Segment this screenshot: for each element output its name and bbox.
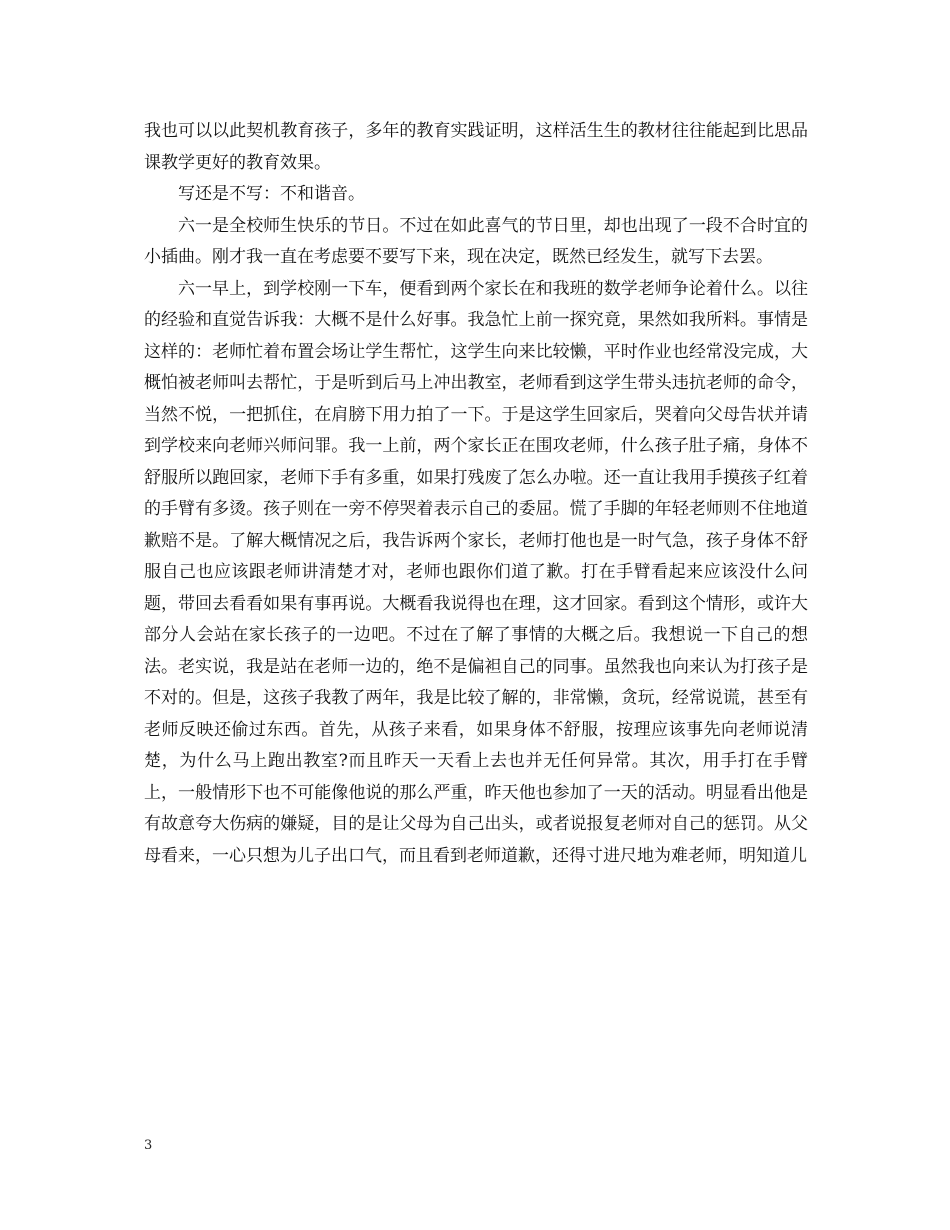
document-body [144, 116, 808, 872]
page-number: 3 [144, 1138, 153, 1153]
paragraph-1: 我也可以以此契机教育孩子，多年的教育实践证明，这样活生生的教材往往能起到比思品课教学更好的教育效果。 [144, 121, 808, 173]
paragraph-3: 六一是全校师生快乐的节日。不过在如此喜气的节日里，却也出现了一段不合时宜的小插曲。刚才我一直在考虑要不要写下来，现在决定，既然已经发生，就写下去罢。 [144, 215, 808, 267]
paragraph-4: 六一早上，到学校刚一下车，便看到两个家长在和我班的数学老师争论着什么。以往的经验和直觉告诉我：大概不是什么好事。我急忙上前一探究竟，果然如我所料。事情是这样的：老师忙着布置会场让学生帮忙，这学生向来比较懒，平时作业也经常没完成，大概怕被老师叫去帮忙，于是听到后马上冲出教室，老师看到这学生带头违抗老师的命令，当然不悦，一把抓住，在肩膀下用力拍了一下。于是这学生回家后，哭着向父母告状并请到学校来向老师兴师问罪。我一上前，两个家长正在围攻老师，什么孩子肚子痛，身体不舒服所以跑回家，老师下手有多重，如果打残废了怎么办啦。还一直让我用手摸孩子红着的手臂有多烫。孩子则在一旁不停哭着表示自己的委屈。慌了手脚的年轻老师则不住地道歉赔不是。了解大概情况之后，我告诉两个家长，老师打他也是一时气急，孩子身体不舒服自己也应该跟老师讲清楚才对，老师也跟你们道了歉。打在手臂看起来应该没什么问题，带回去看看如果有事再说。大概看我说得也在理，这才回家。看到这个情形，或许大部分人会站在家长孩子的一边吧。不过在了解了事情的大概之后。我想说一下自己的想法。老实说，我是站在老师一边的，绝不是偏袒自己的同事。虽然我也向来认为打孩子是不对的。但是，这孩子我教了两年，我是比较了解的，非常懒，贪玩，经常说谎，甚至有老师反映还偷过东西。首先，从孩子来看，如果身体不舒服，按理应该事先向老师说清楚，为什么马上跑出教室?而且昨天一天看上去也并无任何异常。其次，用手打在手臂上，一般情形下也不可能像他说的那么严重，昨天他也参加了一天的活动。明显看出他是有故意夸大伤病的嫌疑，目的是让父母为自己出头，或者说报复老师对自己的惩罚。从父母看来，一心只想为儿子出口气，而且看到老师道歉，还得寸进尺地为难老师，明知道儿 [144, 278, 808, 866]
paragraph-2: 写还是不写：不和谐音。 [178, 184, 365, 204]
